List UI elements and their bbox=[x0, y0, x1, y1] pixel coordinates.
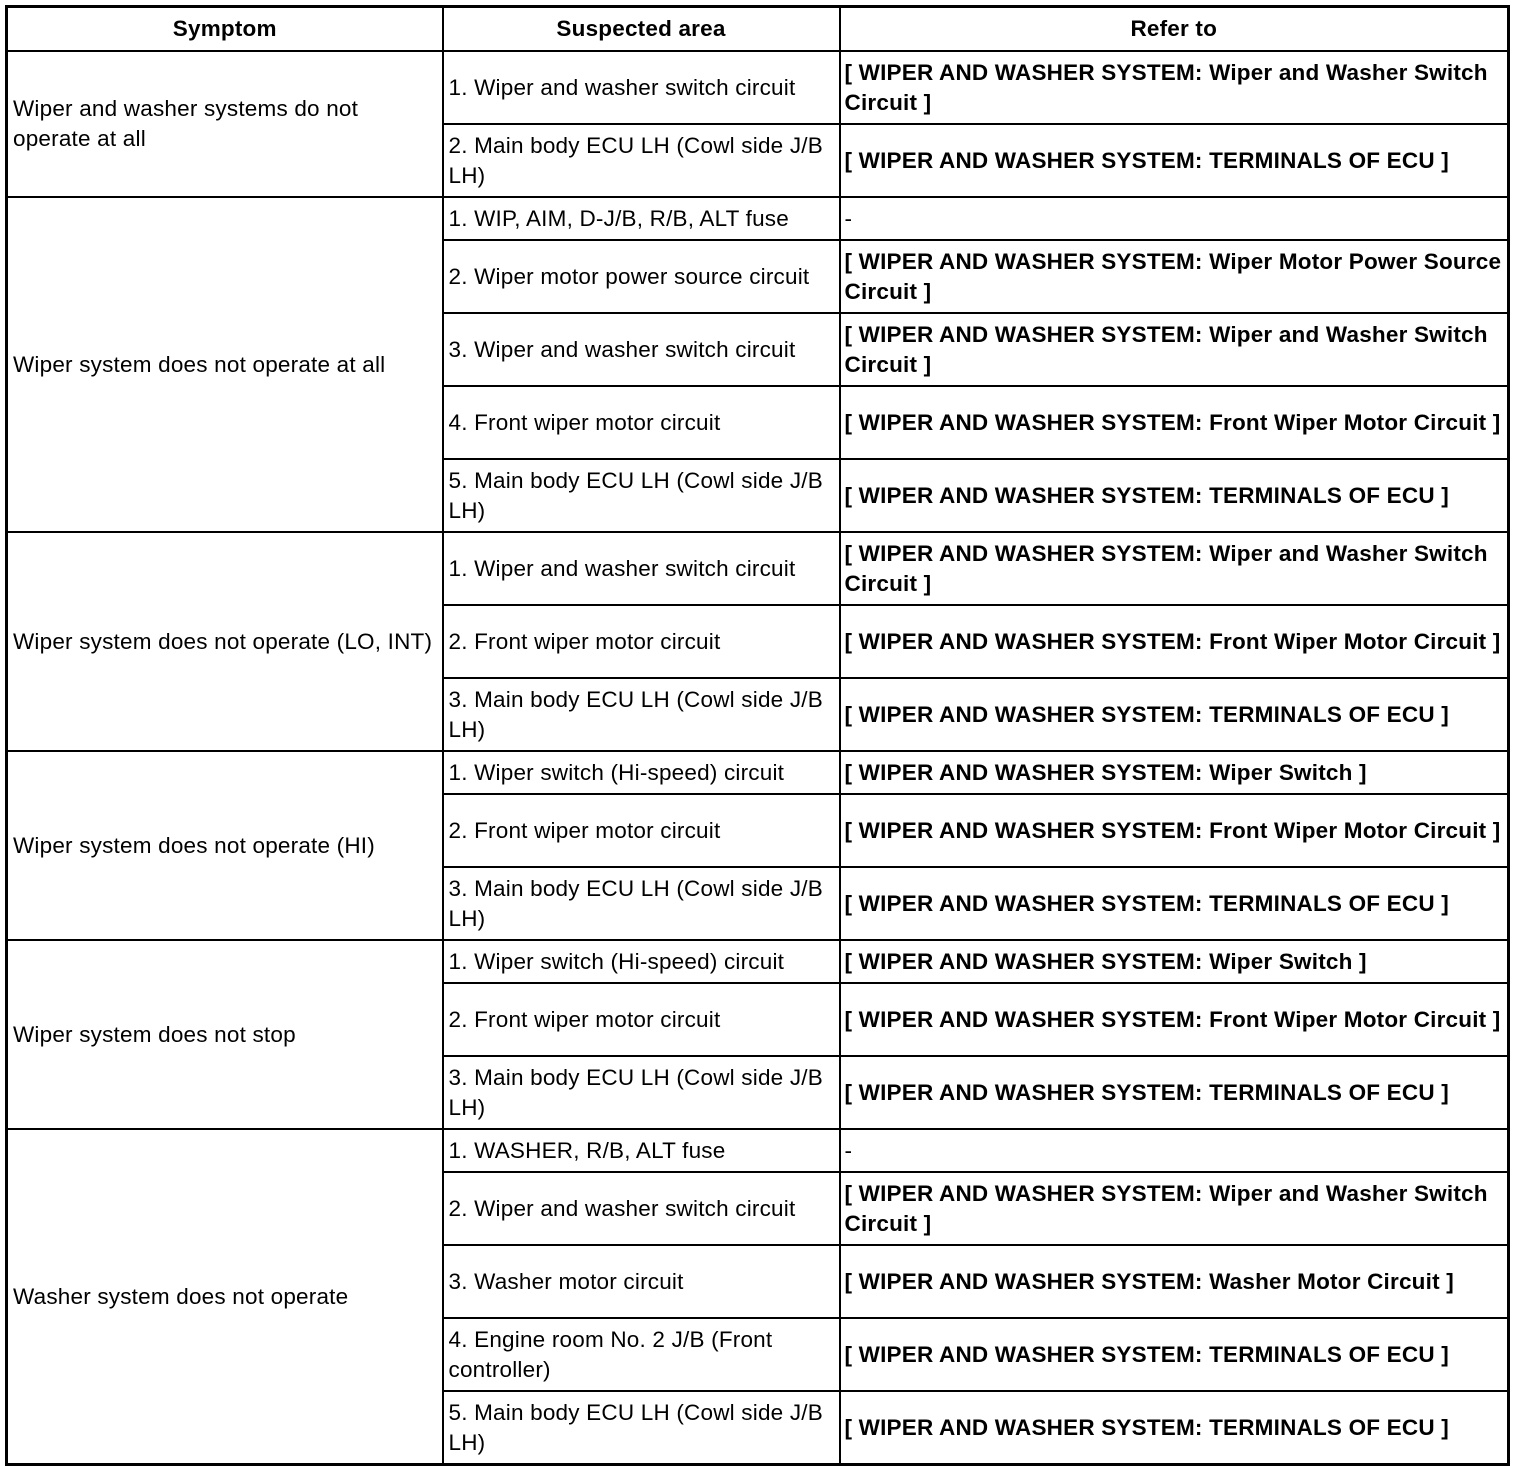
suspected-area-cell: 5. Main body ECU LH (Cowl side J/B LH) bbox=[443, 459, 840, 532]
symptom-cell: Wiper system does not stop bbox=[7, 940, 443, 1129]
suspected-area-cell: 2. Front wiper motor circuit bbox=[443, 983, 840, 1056]
troubleshooting-table bbox=[5, 5, 1510, 1466]
refer-to-link[interactable]: [ WIPER AND WASHER SYSTEM: TERMINALS OF ECU ] bbox=[840, 1391, 1509, 1465]
refer-to-link[interactable]: [ WIPER AND WASHER SYSTEM: Front Wiper Motor Circuit ] bbox=[840, 605, 1509, 678]
symptom-cell: Wiper system does not operate at all bbox=[7, 197, 443, 532]
table-body bbox=[7, 51, 1509, 1465]
suspected-area-cell: 3. Washer motor circuit bbox=[443, 1245, 840, 1318]
refer-to-link[interactable]: [ WIPER AND WASHER SYSTEM: Washer Motor Circuit ] bbox=[840, 1245, 1509, 1318]
table-row bbox=[7, 197, 1509, 240]
suspected-area-cell: 1. WASHER, R/B, ALT fuse bbox=[443, 1129, 840, 1172]
suspected-area-cell: 2. Wiper and washer switch circuit bbox=[443, 1172, 840, 1245]
refer-to-link[interactable]: [ WIPER AND WASHER SYSTEM: Front Wiper Motor Circuit ] bbox=[840, 386, 1509, 459]
suspected-area-cell: 3. Wiper and washer switch circuit bbox=[443, 313, 840, 386]
refer-to-link[interactable]: [ WIPER AND WASHER SYSTEM: Wiper and Washer Switch Circuit ] bbox=[840, 313, 1509, 386]
table-row bbox=[7, 751, 1509, 794]
header-row bbox=[7, 7, 1509, 52]
refer-to-link[interactable]: [ WIPER AND WASHER SYSTEM: Wiper and Washer Switch Circuit ] bbox=[840, 51, 1509, 124]
header-refer-to: Refer to bbox=[840, 7, 1509, 52]
symptom-cell: Wiper and washer systems do not operate at all bbox=[7, 51, 443, 197]
suspected-area-cell: 3. Main body ECU LH (Cowl side J/B LH) bbox=[443, 867, 840, 940]
header-suspected-area: Suspected area bbox=[443, 7, 840, 52]
refer-to-cell: - bbox=[840, 1129, 1509, 1172]
table-row bbox=[7, 1129, 1509, 1172]
table-row bbox=[7, 532, 1509, 605]
suspected-area-cell: 1. Wiper switch (Hi-speed) circuit bbox=[443, 751, 840, 794]
suspected-area-cell: 1. WIP, AIM, D-J/B, R/B, ALT fuse bbox=[443, 197, 840, 240]
suspected-area-cell: 3. Main body ECU LH (Cowl side J/B LH) bbox=[443, 1056, 840, 1129]
refer-to-link[interactable]: [ WIPER AND WASHER SYSTEM: Front Wiper Motor Circuit ] bbox=[840, 794, 1509, 867]
refer-to-link[interactable]: [ WIPER AND WASHER SYSTEM: Wiper and Washer Switch Circuit ] bbox=[840, 532, 1509, 605]
symptom-cell: Wiper system does not operate (HI) bbox=[7, 751, 443, 940]
refer-to-link[interactable]: [ WIPER AND WASHER SYSTEM: TERMINALS OF ECU ] bbox=[840, 867, 1509, 940]
refer-to-link[interactable]: [ WIPER AND WASHER SYSTEM: TERMINALS OF ECU ] bbox=[840, 459, 1509, 532]
suspected-area-cell: 1. Wiper and washer switch circuit bbox=[443, 532, 840, 605]
refer-to-link[interactable]: [ WIPER AND WASHER SYSTEM: TERMINALS OF ECU ] bbox=[840, 678, 1509, 751]
refer-to-link[interactable]: [ WIPER AND WASHER SYSTEM: Wiper and Washer Switch Circuit ] bbox=[840, 1172, 1509, 1245]
refer-to-cell: - bbox=[840, 197, 1509, 240]
suspected-area-cell: 1. Wiper switch (Hi-speed) circuit bbox=[443, 940, 840, 983]
refer-to-link[interactable]: [ WIPER AND WASHER SYSTEM: TERMINALS OF ECU ] bbox=[840, 1056, 1509, 1129]
refer-to-link[interactable]: [ WIPER AND WASHER SYSTEM: Wiper Switch ] bbox=[840, 940, 1509, 983]
table-row bbox=[7, 51, 1509, 124]
refer-to-link[interactable]: [ WIPER AND WASHER SYSTEM: TERMINALS OF ECU ] bbox=[840, 124, 1509, 197]
suspected-area-cell: 2. Wiper motor power source circuit bbox=[443, 240, 840, 313]
suspected-area-cell: 1. Wiper and washer switch circuit bbox=[443, 51, 840, 124]
suspected-area-cell: 2. Front wiper motor circuit bbox=[443, 605, 840, 678]
header-symptom: Symptom bbox=[7, 7, 443, 52]
refer-to-link[interactable]: [ WIPER AND WASHER SYSTEM: Front Wiper Motor Circuit ] bbox=[840, 983, 1509, 1056]
symptom-cell: Wiper system does not operate (LO, INT) bbox=[7, 532, 443, 751]
refer-to-link[interactable]: [ WIPER AND WASHER SYSTEM: TERMINALS OF ECU ] bbox=[840, 1318, 1509, 1391]
refer-to-link[interactable]: [ WIPER AND WASHER SYSTEM: Wiper Switch ] bbox=[840, 751, 1509, 794]
suspected-area-cell: 4. Front wiper motor circuit bbox=[443, 386, 840, 459]
symptom-cell: Washer system does not operate bbox=[7, 1129, 443, 1465]
suspected-area-cell: 5. Main body ECU LH (Cowl side J/B LH) bbox=[443, 1391, 840, 1465]
suspected-area-cell: 2. Main body ECU LH (Cowl side J/B LH) bbox=[443, 124, 840, 197]
table-row bbox=[7, 940, 1509, 983]
suspected-area-cell: 4. Engine room No. 2 J/B (Front controller) bbox=[443, 1318, 840, 1391]
suspected-area-cell: 2. Front wiper motor circuit bbox=[443, 794, 840, 867]
refer-to-link[interactable]: [ WIPER AND WASHER SYSTEM: Wiper Motor Power Source Circuit ] bbox=[840, 240, 1509, 313]
suspected-area-cell: 3. Main body ECU LH (Cowl side J/B LH) bbox=[443, 678, 840, 751]
